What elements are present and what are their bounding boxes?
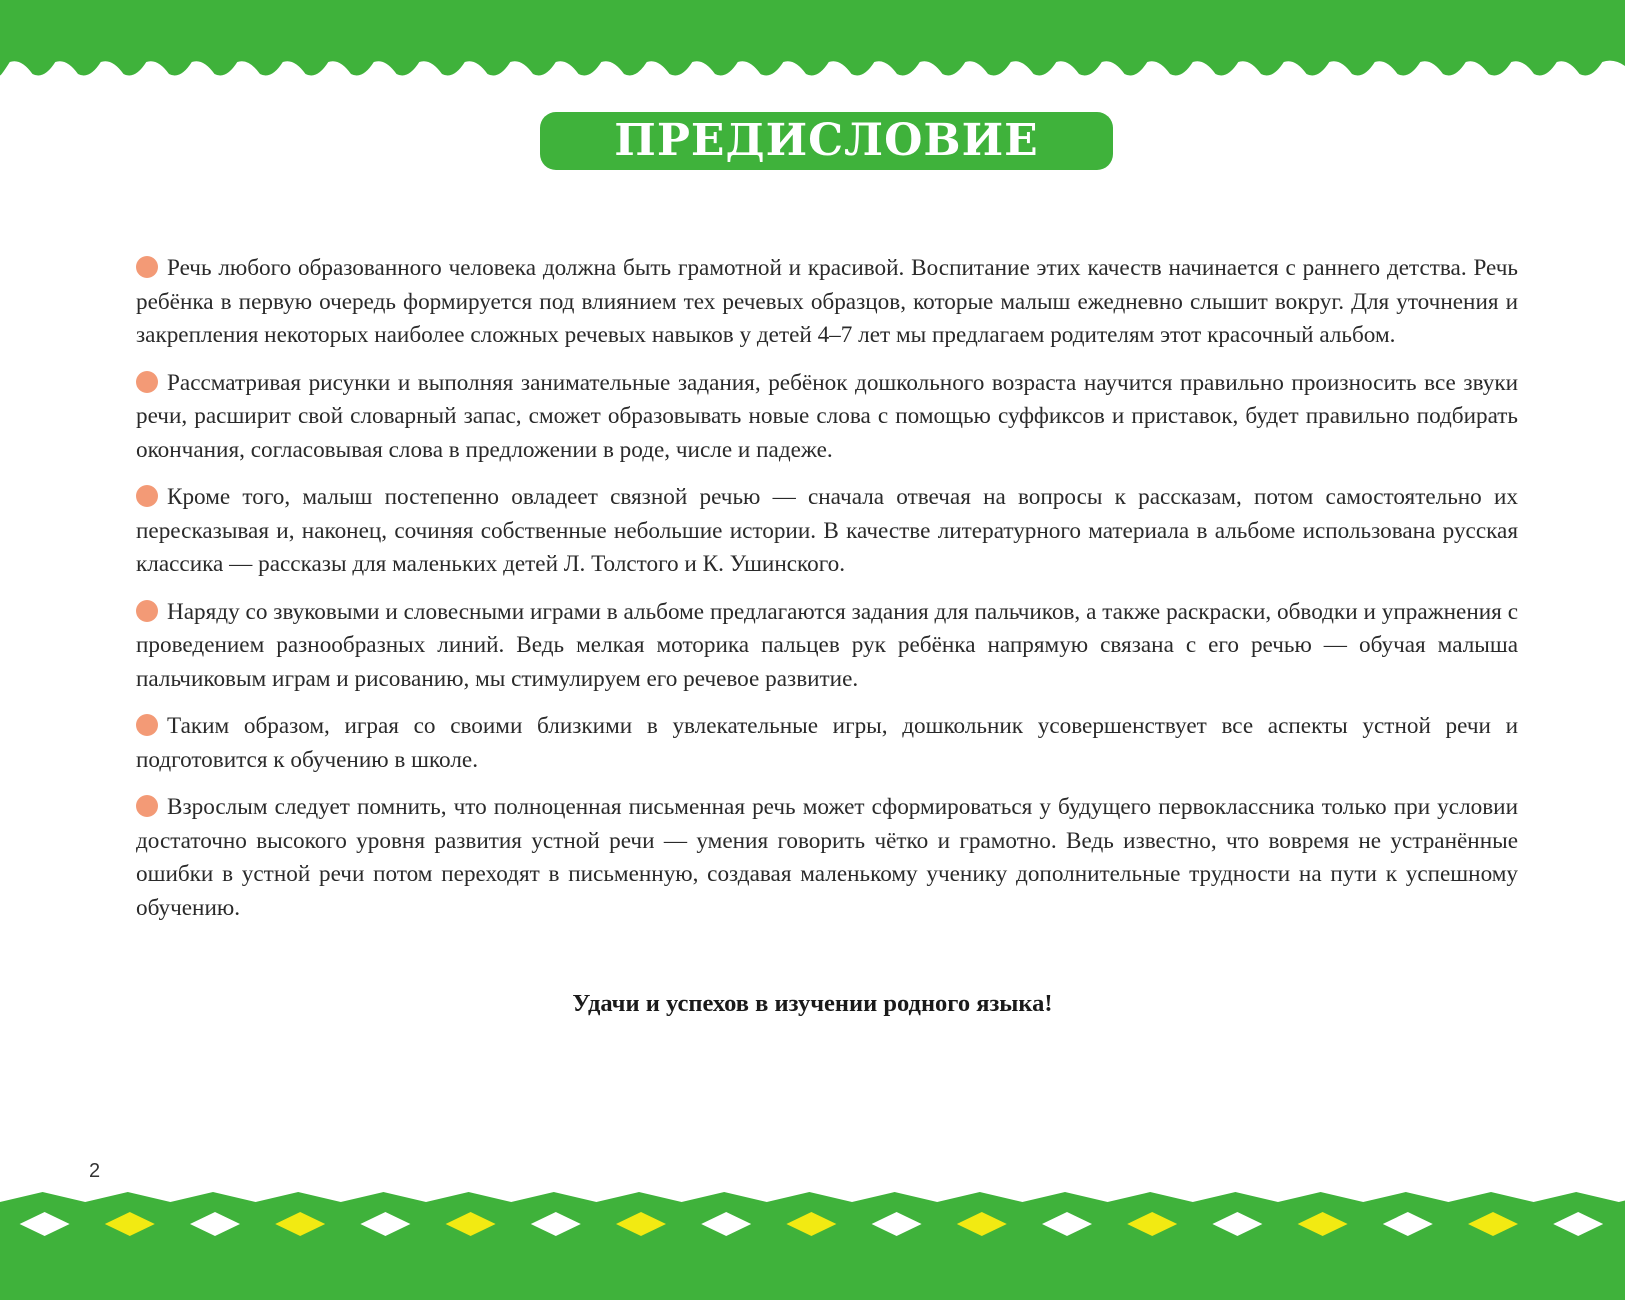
page-title: ПРЕДИСЛОВИЕ <box>614 115 1039 166</box>
paragraph-4: Наряду со звуковыми и словесными играми в альбоме предлагаются задания для пальчиков, а также раскраски, обводки и упражнения с проведением разнообразных линий. Ведь мелкая моторика пальцев рук ребёнка напрямую связана с его речью — обучая малыша пальчиковым играм и рисованию, мы стимулируем его речевое развитие. <box>136 598 1518 692</box>
bullet-dot-icon <box>136 485 158 507</box>
title-banner <box>540 112 1113 170</box>
paragraph-3: Кроме того, малыш постепенно овладеет связной речью — сначала отвечая на вопросы к рассказам, потом самостоятельно их пересказывая и, наконец, сочиняя собственные небольшие истории. В качестве литературного материала в альбоме использована русская классика — рассказы для маленьких детей Л. Толстого и К. Ушинского. <box>136 484 1518 577</box>
preface-body <box>136 252 1518 939</box>
paragraph-1: Речь любого образованного человека должна быть грамотной и красивой. Воспитание этих качеств начинается с раннего детства. Речь ребёнка в первую очередь формируется под влиянием тех речевых образцов, которые малыш ежедневно слышит вокруг. Для уточнения и закрепления некоторых наиболее сложных речевых навыков у детей 4–7 лет мы предлагаем родителям этот красочный альбом. <box>136 255 1518 348</box>
bullet-dot-icon <box>136 256 158 278</box>
paragraph-2: Рассматривая рисунки и выполняя занимательные задания, ребёнок дошкольного возраста научится правильно произносить все звуки речи, расширит свой словарный запас, сможет образовывать новые слова с помощью суффиксов и приставок, будет правильно подбирать окончания, согласовывая слова в предложении в роде, числе и падеже. <box>136 369 1518 463</box>
bottom-zigzag-border <box>0 1190 1625 1300</box>
closing-wish: Удачи и успехов в изучении родного языка! <box>572 990 1053 1017</box>
top-wave-shape <box>0 0 1625 76</box>
top-wave-border <box>0 0 1625 90</box>
bottom-zigzag-shape <box>0 1192 1625 1300</box>
bullet-dot-icon <box>136 714 158 736</box>
page-number: 2 <box>89 1160 101 1182</box>
bullet-dot-icon <box>136 795 158 817</box>
bullet-dot-icon <box>136 371 158 393</box>
paragraph-6: Взрослым следует помнить, что полноценная письменная речь может сформироваться у будущего первоклассника только при условии достаточно высокого уровня развития устной речи — умения говорить чётко и грамотно. Ведь известно, что вовремя не устранённые ошибки в устной речи потом переходят в письменную, создавая маленькому ученику дополнительные трудности на пути к успешному обучению. <box>136 794 1518 921</box>
paragraph-5: Таким образом, играя со своими близкими в увлекательные игры, дошкольник усовершенствует все аспекты устной речи и подготовится к обучению в школе. <box>136 713 1518 773</box>
bullet-dot-icon <box>136 600 158 622</box>
